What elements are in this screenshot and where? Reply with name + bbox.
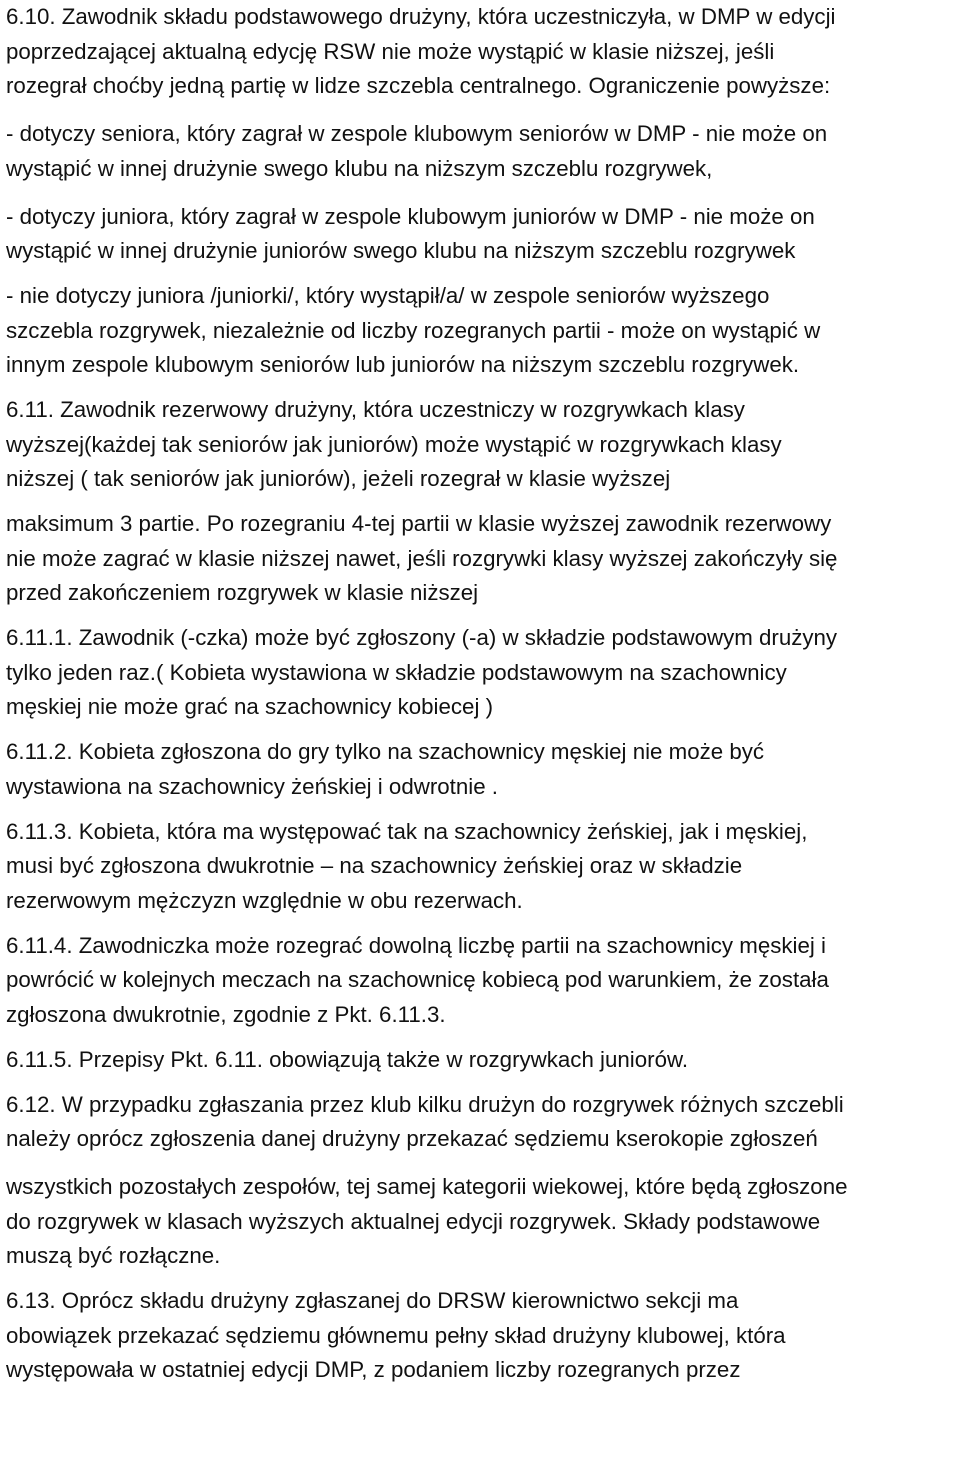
text-line: 6.11.2. Kobieta zgłoszona do gry tylko na szachownicy męskiej nie może być [6,739,765,764]
text-line: musi być zgłoszona dwukrotnie – na szachownicy żeńskiej oraz w składzie [6,853,743,878]
paragraph [6,735,958,804]
paragraph [6,200,958,269]
paragraph [6,929,958,1033]
text-line: powrócić w kolejnych meczach na szachownicę kobiecą pod warunkiem, że została [6,967,829,992]
paragraph [6,279,958,383]
paragraph [6,1088,958,1157]
text-line: 6.11.5. Przepisy Pkt. 6.11. obowiązują także w rozgrywkach juniorów. [6,1046,689,1072]
text-line: poprzedzającej aktualną edycję RSW nie może wystąpić w klasie niższej, jeśli [6,38,775,64]
text-line: - nie dotyczy juniora /juniorki/, który wystąpił/a/ w zespole seniorów wyższego [6,283,770,308]
text-line: nie może zagrać w klasie niższej nawet, jeśli rozgrywki klasy wyższej zakończyły się [6,545,838,571]
text-line: rozegrał choćby jedną partię w lidze szczebla centralnego. Ograniczenie powyższe: [6,73,831,98]
text-line: do rozgrywek w klasach wyższych aktualnej edycji rozgrywek. Składy podstawowe [6,1208,821,1234]
text-line: zgłoszona dwukrotnie, zgodnie z Pkt. 6.11.3. [6,1001,446,1027]
text-line: wystąpić w innej drużynie swego klubu na niższym szczeblu rozgrywek, [6,155,713,181]
paragraph [6,117,958,186]
document-page [6,0,958,1397]
text-line: wszystkich pozostałych zespołów, tej samej kategorii wiekowej, które będą zgłoszone [6,1174,848,1199]
paragraph [6,393,958,497]
text-line: niższej ( tak seniorów jak juniorów), jeżeli rozegrał w klasie wyższej [6,466,671,491]
text-line: muszą być rozłączne. [6,1243,221,1268]
text-line: występowała w ostatniej edycji DMP, z podaniem liczby rozegranych przez [6,1357,741,1382]
text-line: maksimum 3 partie. Po rozegraniu 4-tej partii w klasie wyższej zawodnik rezerwowy [6,511,832,536]
text-line: wystąpić w innej drużynie juniorów swego klubu na niższym szczeblu rozgrywek [6,238,796,263]
text-line: innym zespole klubowym seniorów lub juniorów na niższym szczeblu rozgrywek. [6,352,800,377]
text-line: obowiązek przekazać sędziemu głównemu pełny skład drużyny klubowej, która [6,1322,786,1348]
text-line: 6.12. W przypadku zgłaszania przez klub kilku drużyn do rozgrywek różnych szczebli [6,1091,844,1117]
text-line: 6.11. Zawodnik rezerwowy drużyny, która uczestniczy w rozgrywkach klasy [6,397,745,422]
text-line: tylko jeden raz.( Kobieta wystawiona w składzie podstawowym na szachownicy [6,659,787,685]
text-line: 6.11.1. Zawodnik (-czka) może być zgłoszony (-a) w składzie podstawowym drużyny [6,625,838,650]
text-line: 6.10. Zawodnik składu podstawowego drużyny, która uczestniczyła, w DMP w edycji [6,4,836,29]
text-line: wyższej(każdej tak seniorów jak juniorów) może wystąpić w rozgrywkach klasy [6,431,782,457]
text-line: szczebla rozgrywek, niezależnie od liczby rozegranych partii - może on wystąpić w [6,317,821,343]
paragraph [6,1043,958,1078]
paragraph [6,815,958,919]
text-line: przed zakończeniem rozgrywek w klasie niższej [6,580,479,605]
text-line: wystawiona na szachownicy żeńskiej i odwrotnie . [6,773,499,799]
text-line: rezerwowym mężczyzn względnie w obu rezerwach. [6,887,523,913]
paragraph [6,507,958,611]
text-line: należy oprócz zgłoszenia danej drużyny przekazać sędziemu kserokopie zgłoszeń [6,1126,818,1151]
text-line: męskiej nie może grać na szachownicy kobiecej ) [6,694,494,719]
paragraph [6,0,958,104]
paragraph [6,621,958,725]
text-line: 6.11.4. Zawodniczka może rozegrać dowolną liczbę partii na szachownicy męskiej i [6,932,826,958]
text-line: 6.11.3. Kobieta, która ma występować tak na szachownicy żeńskiej, jak i męskiej, [6,818,808,844]
text-line: - dotyczy seniora, który zagrał w zespole klubowym seniorów w DMP - nie może on [6,121,828,146]
text-line: 6.13. Oprócz składu drużyny zgłaszanej do DRSW kierownictwo sekcji ma [6,1288,739,1313]
paragraph [6,1284,958,1388]
text-line: - dotyczy juniora, który zagrał w zespole klubowym juniorów w DMP - nie może on [6,203,815,229]
paragraph [6,1170,958,1274]
